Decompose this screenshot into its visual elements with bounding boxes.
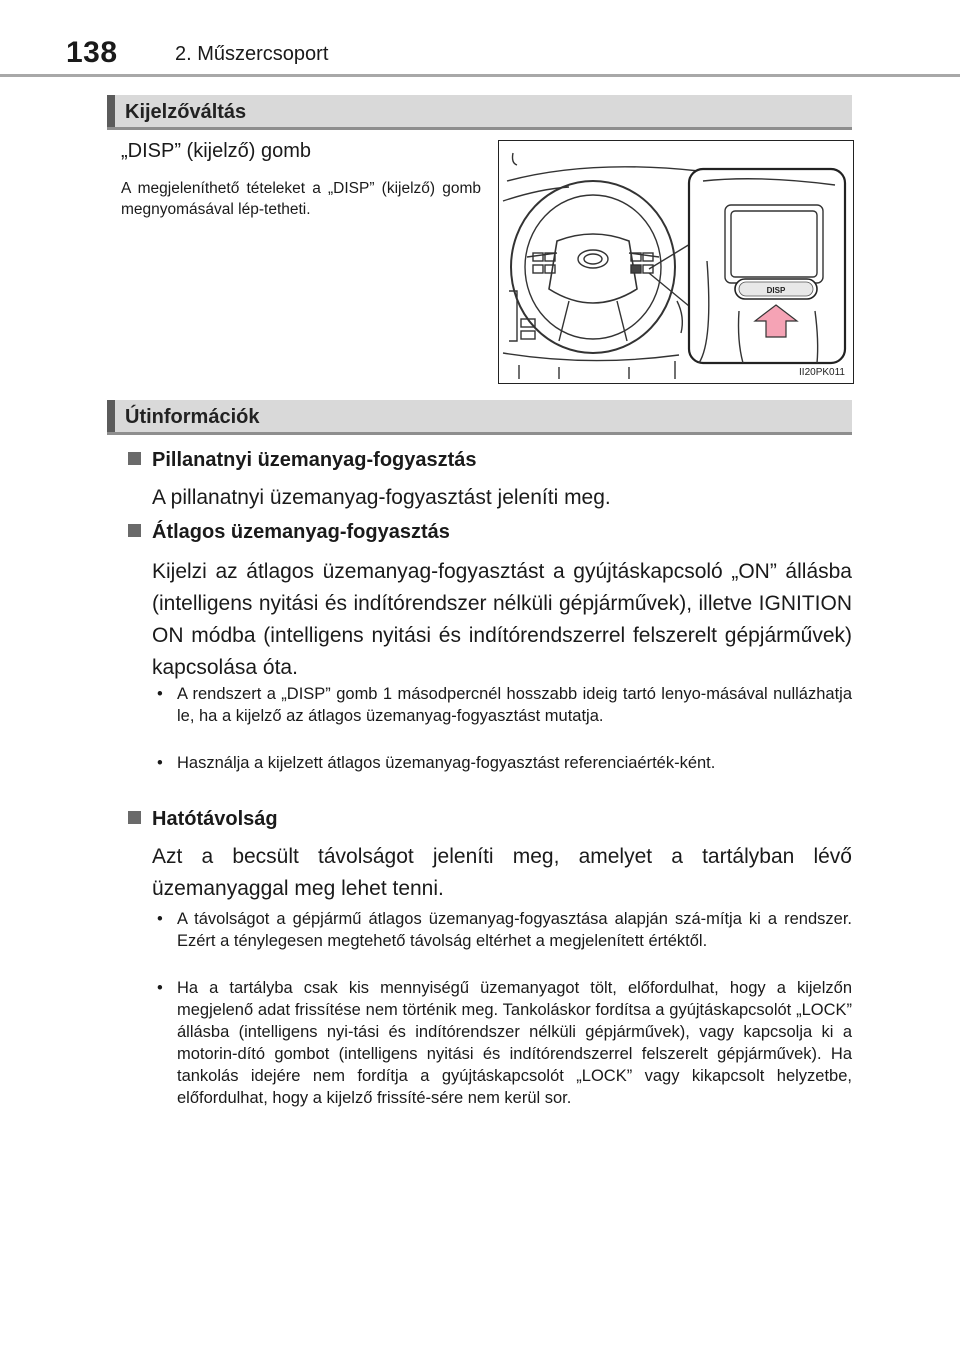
item-text: Azt a becsült távolságot jeleníti meg, amelyet a tartályban lévő üzemanyaggal meg lehet tenni.	[152, 845, 852, 900]
section-title: Kijelzőváltás	[125, 101, 247, 123]
page-number: 138	[66, 36, 118, 69]
square-bullet-icon	[128, 524, 141, 537]
square-bullet-icon	[128, 452, 141, 465]
list-item: • A rendszert a „DISP” gomb 1 másodpercnél hosszabb ideig tartó lenyo-másával nullázhatja le, ha a kijelző az átlagos üzemanyag-fogyasztást mutatja.	[157, 685, 852, 725]
figure-code: II20PK011	[799, 367, 845, 378]
item-heading: Pillanatnyi üzemanyag-fogyasztás	[128, 449, 477, 472]
item-text: A pillanatnyi üzemanyag-fogyasztást jeleníti meg.	[152, 486, 611, 509]
section-bar-display	[107, 95, 852, 130]
chapter-title: 2. Műszercsoport	[175, 43, 329, 65]
item-heading: Hatótávolság	[128, 808, 278, 831]
list-item: • A távolságot a gépjármű átlagos üzemanyag-fogyasztása alapján szá-mítja ki a rendszer. Ezért a ténylegesen megtehető távolság eltérhet a megjelenített értéktől.	[157, 910, 852, 950]
section-accent	[107, 95, 115, 127]
section-title: Útinformációk	[125, 406, 260, 428]
disp-button-title: „DISP” (kijelző) gomb	[121, 140, 312, 162]
list-item: • Használja a kijelzett átlagos üzemanyag-fogyasztást referenciaérték-ként.	[157, 754, 716, 772]
section-bar-trip	[107, 400, 852, 435]
section-accent	[107, 400, 115, 432]
square-bullet-icon	[128, 811, 141, 824]
page-header	[0, 0, 960, 80]
steering-wheel-illustration	[498, 140, 854, 384]
disp-button-label: DISP	[766, 286, 786, 295]
list-item: • Ha a tartályba csak kis mennyiségű üzemanyagot tölt, előfordulhat, hogy a kijelzőn megjelenő adat frissítése nem történik meg. Tankoláskor fordítsa a gyújtáskapcsolót „LOCK” állásba (intelligens nyi-tási és indítórendszer nélküli gépjárművek), vagy kapcsolja ki a motorin-dító gombot (intelligens nyitási és indítórendszerrel felszerelt gépjárművek). Ha tankolás idejére nem fordítja a gyújtáskapcsolót „LOCK” vagy kikapcsolt helyzetbe, előfordulhat, hogy a kijelző frissíté-sére nem kerül sor.	[157, 979, 852, 1107]
steering-wheel-drawing	[499, 141, 852, 382]
header-rule	[0, 74, 960, 77]
item-text: Kijelzi az átlagos üzemanyag-fogyasztást a gyújtáskapcsoló „ON” állásba (intelligens nyitási és indítórendszer nélküli gépjárművek), illetve IGNITION ON módba (intelligens nyitási és indítórendszerrel felszerelt gépjárművek) kapcsolása óta.	[152, 560, 852, 679]
disp-button-description: A megjeleníthető tételeket a „DISP” (kijelző) gomb megnyomásával lép-tetheti.	[121, 180, 481, 218]
item-heading: Átlagos üzemanyag-fogyasztás	[128, 521, 450, 544]
